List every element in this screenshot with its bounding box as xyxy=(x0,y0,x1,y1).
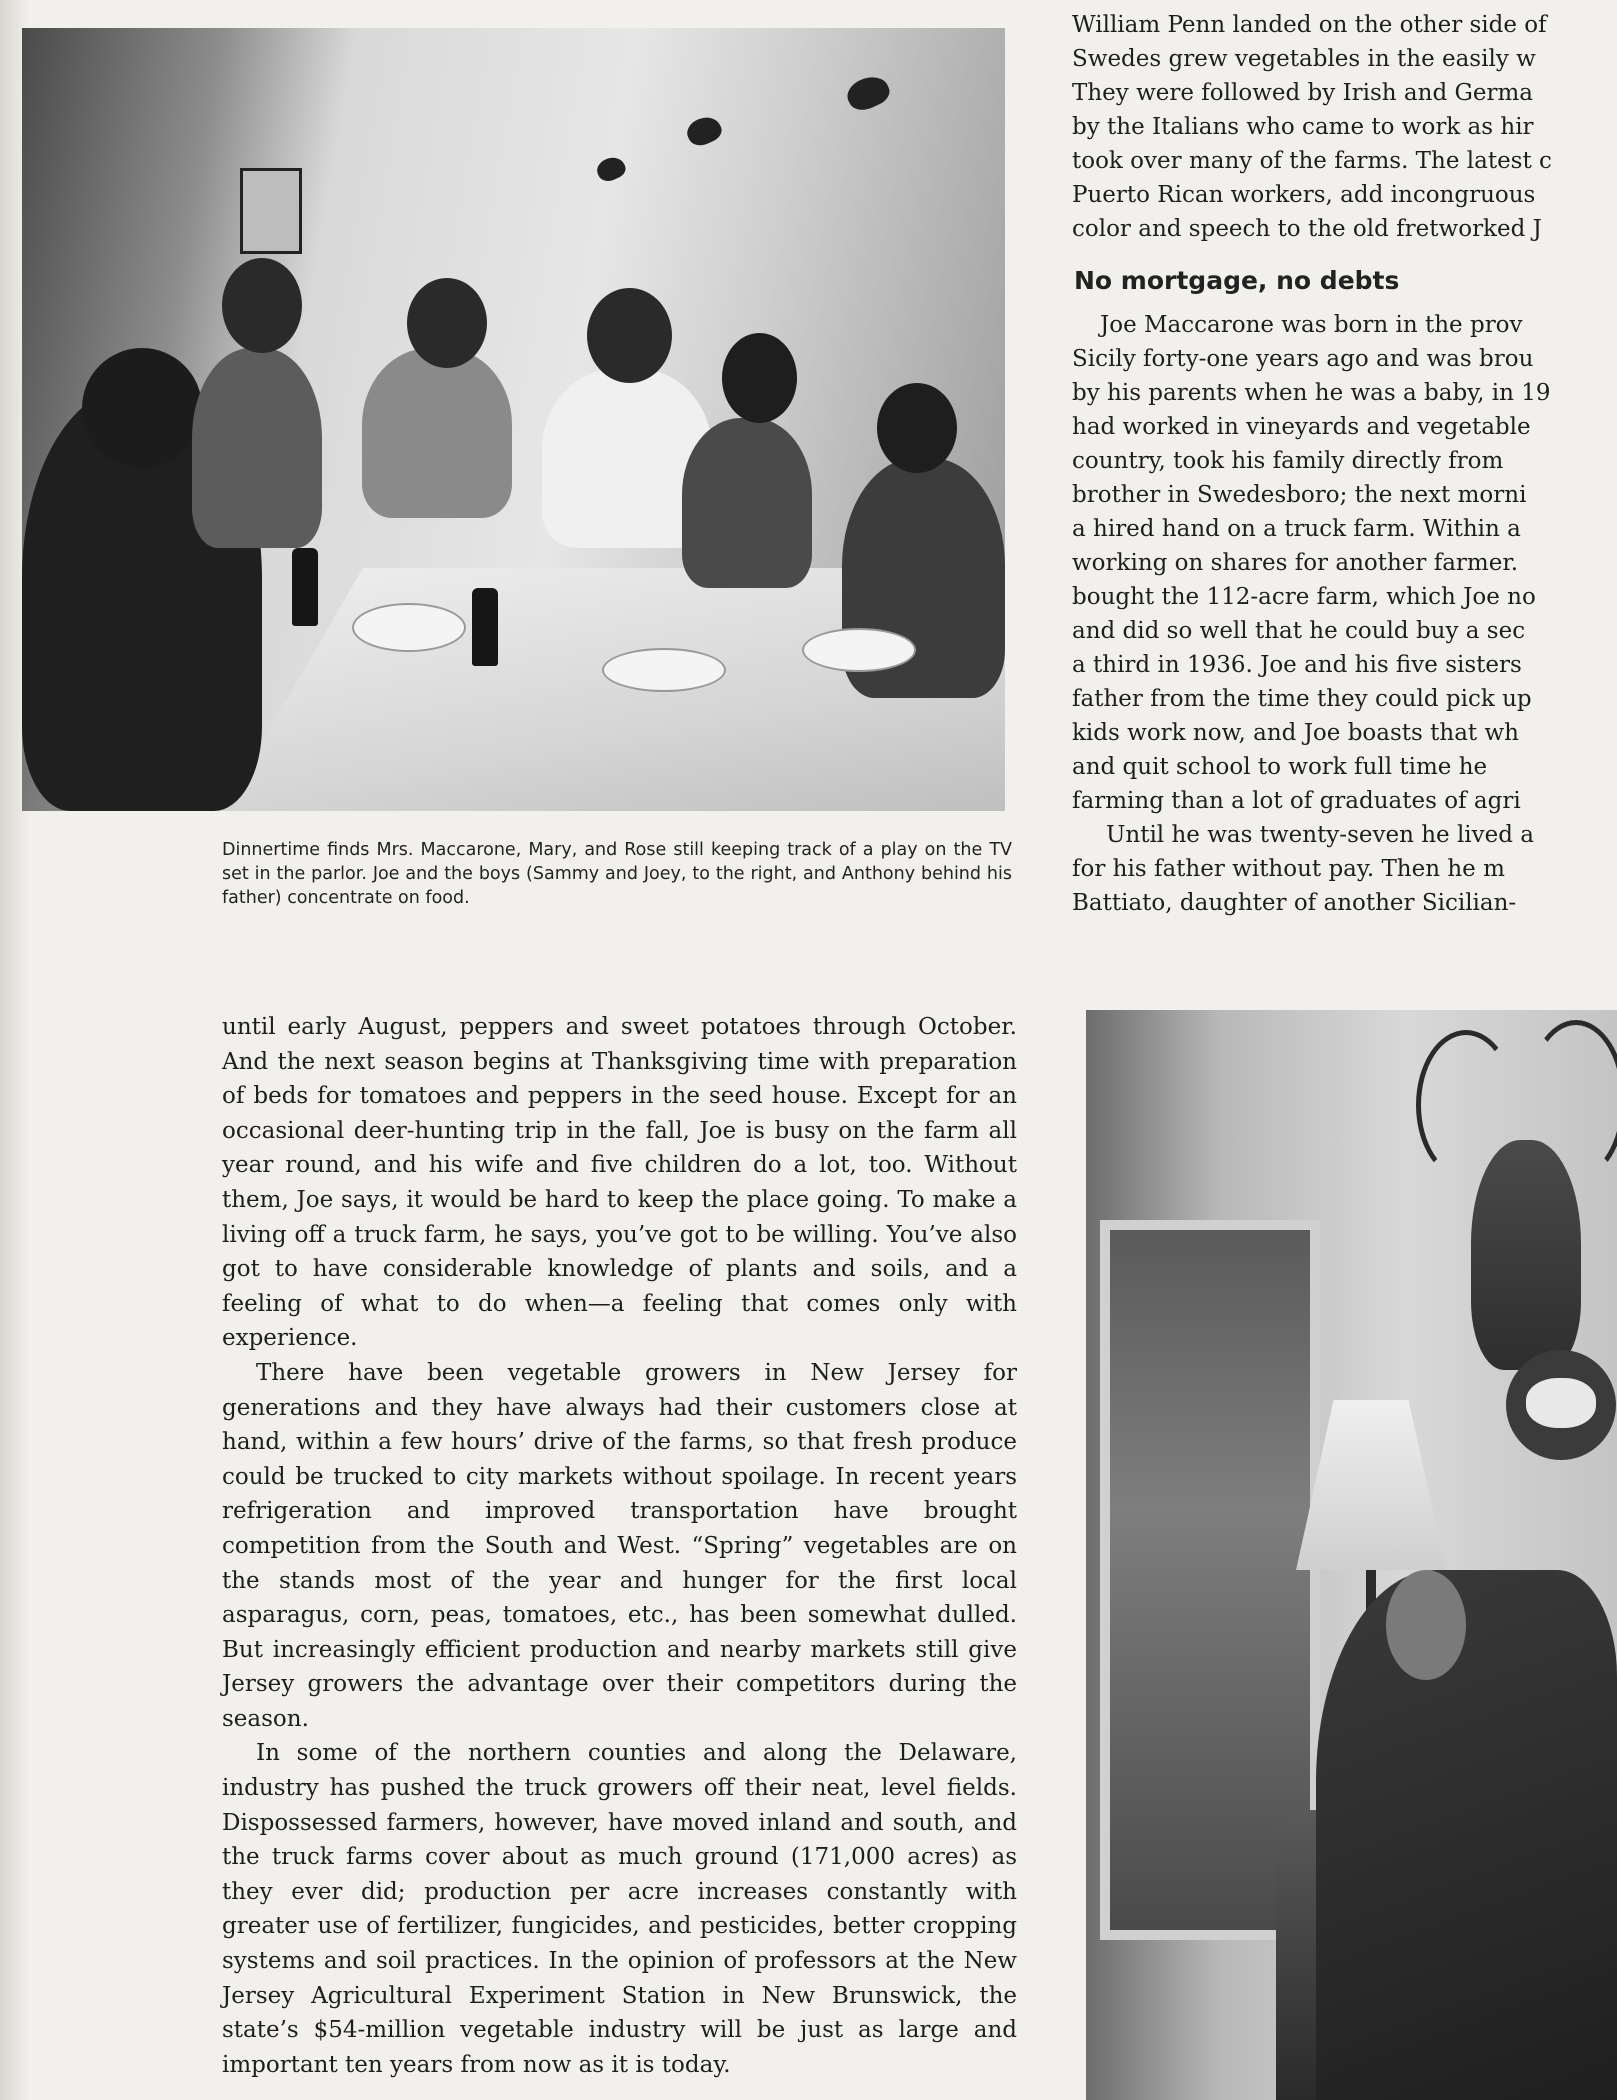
right-section-text xyxy=(1072,308,1617,920)
text-line: and did so well that he could buy a sec xyxy=(1072,618,1526,644)
bottle xyxy=(472,588,498,666)
text-line: William Penn landed on the other side of xyxy=(1072,12,1547,38)
text-line: by his parents when he was a baby, in 19 xyxy=(1072,380,1551,406)
mother-figure xyxy=(192,348,322,548)
section-heading: No mortgage, no debts xyxy=(1074,266,1400,295)
plate xyxy=(602,648,726,692)
text-line: by the Italians who came to work as hir xyxy=(1072,114,1534,140)
paragraph: There have been vegetable growers in New Jersey for generations and they have always had their customers close at hand, within a few hours’ drive of the farms, so that fresh produce could be trucked to city markets without spoilage. In recent years refrigeration and improved transportation have brought competition from the South and West. “Spring” vegetables are on the stands most of the year and hunger for the first local asparagus, corn, peas, tomatoes, etc., has been somewhat dulled. But increasingly efficient production and nearby markets still give Jersey growers the advantage over their competitors during the season. xyxy=(222,1359,1017,1732)
boy-figure xyxy=(682,418,812,588)
deer-head-mount xyxy=(1471,1140,1581,1370)
photo-caption: Dinnertime finds Mrs. Maccarone, Mary, and Rose still keeping track of a play on the TV set in the parlor. Joe and the boys (Sammy and Joey, to the right, and Anthony behind his father) concentrate on food. xyxy=(222,840,1012,908)
text-line: and quit school to work full time he xyxy=(1072,754,1488,780)
text-line: kids work now, and Joe boasts that wh xyxy=(1072,720,1519,746)
text-line: for his father without pay. Then he m xyxy=(1072,856,1505,882)
text-line: a third in 1936. Joe and his five sisters xyxy=(1072,652,1522,678)
younger-boy-head xyxy=(877,383,957,473)
text-line: Until he was twenty-seven he lived a xyxy=(1106,822,1535,848)
text-line: a hired hand on a truck farm. Within a xyxy=(1072,516,1521,542)
text-line: Battiato, daughter of another Sicilian- xyxy=(1072,890,1517,916)
mother-head xyxy=(222,258,302,353)
girl-head xyxy=(407,278,487,368)
text-line: Puerto Rican workers, add incongruous xyxy=(1072,182,1536,208)
plaque-label xyxy=(1526,1378,1596,1428)
seated-man xyxy=(1316,1570,1617,2100)
plate xyxy=(352,603,466,652)
text-line: farming than a lot of graduates of agri xyxy=(1072,788,1521,814)
text-line: working on shares for another farmer. xyxy=(1072,550,1519,576)
dinner-table-photo xyxy=(22,28,1005,811)
text-line: color and speech to the old fretworked J xyxy=(1072,216,1542,242)
father-head xyxy=(82,348,202,468)
text-line: bought the 112-acre farm, which Joe no xyxy=(1072,584,1536,610)
right-intro-text xyxy=(1072,8,1617,246)
text-line: country, took his family directly from xyxy=(1072,448,1504,474)
text-line: father from the time they could pick up xyxy=(1072,686,1532,712)
wall-frame xyxy=(240,168,302,254)
text-line: had worked in vineyards and vegetable xyxy=(1072,414,1531,440)
text-line: Sicily forty-one years ago and was brou xyxy=(1072,346,1534,372)
left-column-text xyxy=(222,1010,1017,2082)
text-line: Joe Maccarone was born in the prov xyxy=(1100,312,1523,338)
paragraph: until early August, peppers and sweet potatoes through October. And the next season begins at Thanksgiving time with preparation of beds for tomatoes and peppers in the seed house. Except for an occasional deer-hunting trip in the fall, Joe is busy on the farm all year round, and his wife and five children do a lot, too. Without them, Joe says, it would be hard to keep the place going. To make a living off a truck farm, he says, you’ve got to be willing. You’ve also got to have considerable knowledge of plants and soils, and a feeling of what to do when—a feeling that comes only with experience. xyxy=(222,1014,1017,1352)
text-line: brother in Swedesboro; the next morni xyxy=(1072,482,1527,508)
boy-head xyxy=(722,333,797,423)
living-room-photo xyxy=(1086,1010,1617,2100)
text-line: Swedes grew vegetables in the easily w xyxy=(1072,46,1536,72)
man-face xyxy=(1386,1570,1466,1680)
teen-head xyxy=(587,288,672,383)
paragraph: In some of the northern counties and along the Delaware, industry has pushed the truck growers off their neat, level fields. Dispossessed farmers, however, have moved inland and south, and the truck farms cover about as much ground (171,000 acres) as they ever did; production per acre increases constantly with greater use of fertilizer, fungicides, and pesticides, better cropping systems and soil practices. In the opinion of professors at the New Jersey Agricultural Experiment Station in New Brunswick, the state’s $54-million vegetable industry will be just as large and important ten years from now as it is today. xyxy=(222,1740,1017,2078)
text-line: took over many of the farms. The latest c xyxy=(1072,148,1552,174)
girl-figure xyxy=(362,348,512,518)
text-line: They were followed by Irish and Germa xyxy=(1072,80,1533,106)
bottle xyxy=(292,548,318,626)
plate xyxy=(802,628,916,672)
